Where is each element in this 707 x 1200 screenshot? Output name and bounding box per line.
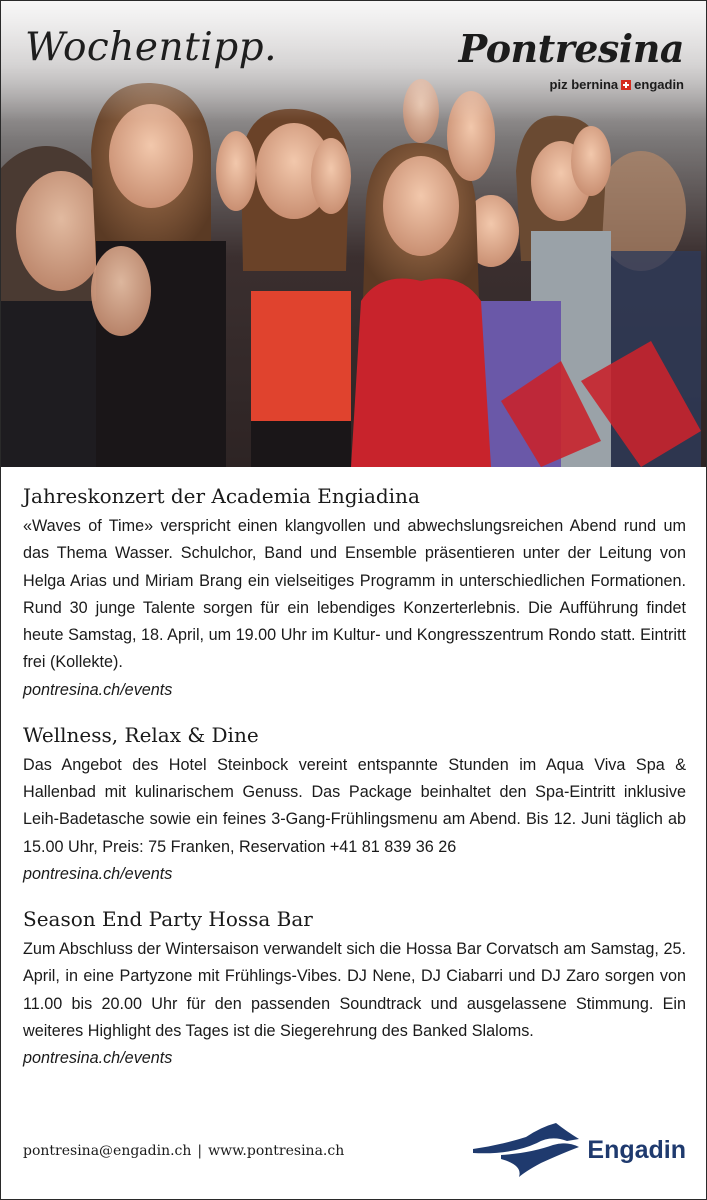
event-description: Zum Abschluss der Wintersaison verwandelt sich die Hossa Bar Corvatsch am Samstag, 25. April, in eine Partyzone mit Frühlings-Vibes. DJ Nene, DJ Ciabarri und DJ Zaro sorgen von 11.00 bis 20.00 Uhr für den passenden Soundtrack und ausgelassene Stimmung. Ein weiteres Highlight des Tages ist die Siegerehrung des Banked Slaloms. [23, 939, 686, 1040]
event-section [23, 720, 686, 888]
event-section [23, 481, 686, 704]
hero-image [1, 1, 706, 467]
footer-email[interactable]: pontresina@engadin.ch [23, 1143, 192, 1159]
mountain-wave-logo [471, 1119, 591, 1181]
footer-website[interactable]: www.pontresina.ch [208, 1143, 345, 1159]
engadin-logo [471, 1119, 686, 1181]
brand-sub-right: engadin [634, 77, 684, 92]
pontresina-logo [458, 26, 684, 92]
footer-contact [23, 1143, 344, 1159]
event-section [23, 904, 686, 1072]
swiss-flag-icon [621, 80, 631, 90]
event-description: «Waves of Time» verspricht einen klangvollen und abwechslungsreichen Abend rund um das Thema Wasser. Schulchor, Band und Ensemble präsentieren unter der Leitung von Helga Arias und Miriam Brang ein vielseitiges Programm in unterschiedlichen Formationen. Rund 30 junge Talente sorgen für ein lebendiges Konzerterlebnis. Die Aufführung findet heute Samstag, 18. April, um 19.00 Uhr im Kultur- und Kongresszentrum Rondo statt. Eintritt frei (Kollekte). [23, 517, 686, 672]
event-link[interactable]: pontresina.ch/events [23, 864, 173, 883]
engadin-logo-text: Engadin [587, 1136, 686, 1164]
event-list [23, 481, 686, 1088]
event-link[interactable]: pontresina.ch/events [23, 680, 173, 699]
brand-sub-left: piz bernina [549, 77, 619, 92]
page-title: Wochentipp. [25, 25, 278, 70]
event-link[interactable]: pontresina.ch/events [23, 1049, 173, 1068]
event-title: Season End Party Hossa Bar [23, 906, 313, 931]
event-title: Jahreskonzert der Academia Engiadina [23, 484, 420, 508]
brand-name: Pontresina [458, 26, 684, 71]
event-description: Das Angebot des Hotel Steinbock vereint entspannte Stunden im Aqua Viva Spa & Hallenbad mit kulinarischem Genuss. Das Package beinhaltet den Spa-Eintritt inklusive Leih-Badetasche sowie ein feines 3-Gang-Frühlingsmenu am Abend. Bis 12. Juni täglich ab 15.00 Uhr, Preis: 75 Franken, Reservation +41 81 839 36 26 [23, 755, 686, 856]
event-title: Wellness, Relax & Dine [23, 722, 259, 747]
footer-separator: | [197, 1143, 203, 1159]
brand-subtitle [459, 77, 684, 92]
